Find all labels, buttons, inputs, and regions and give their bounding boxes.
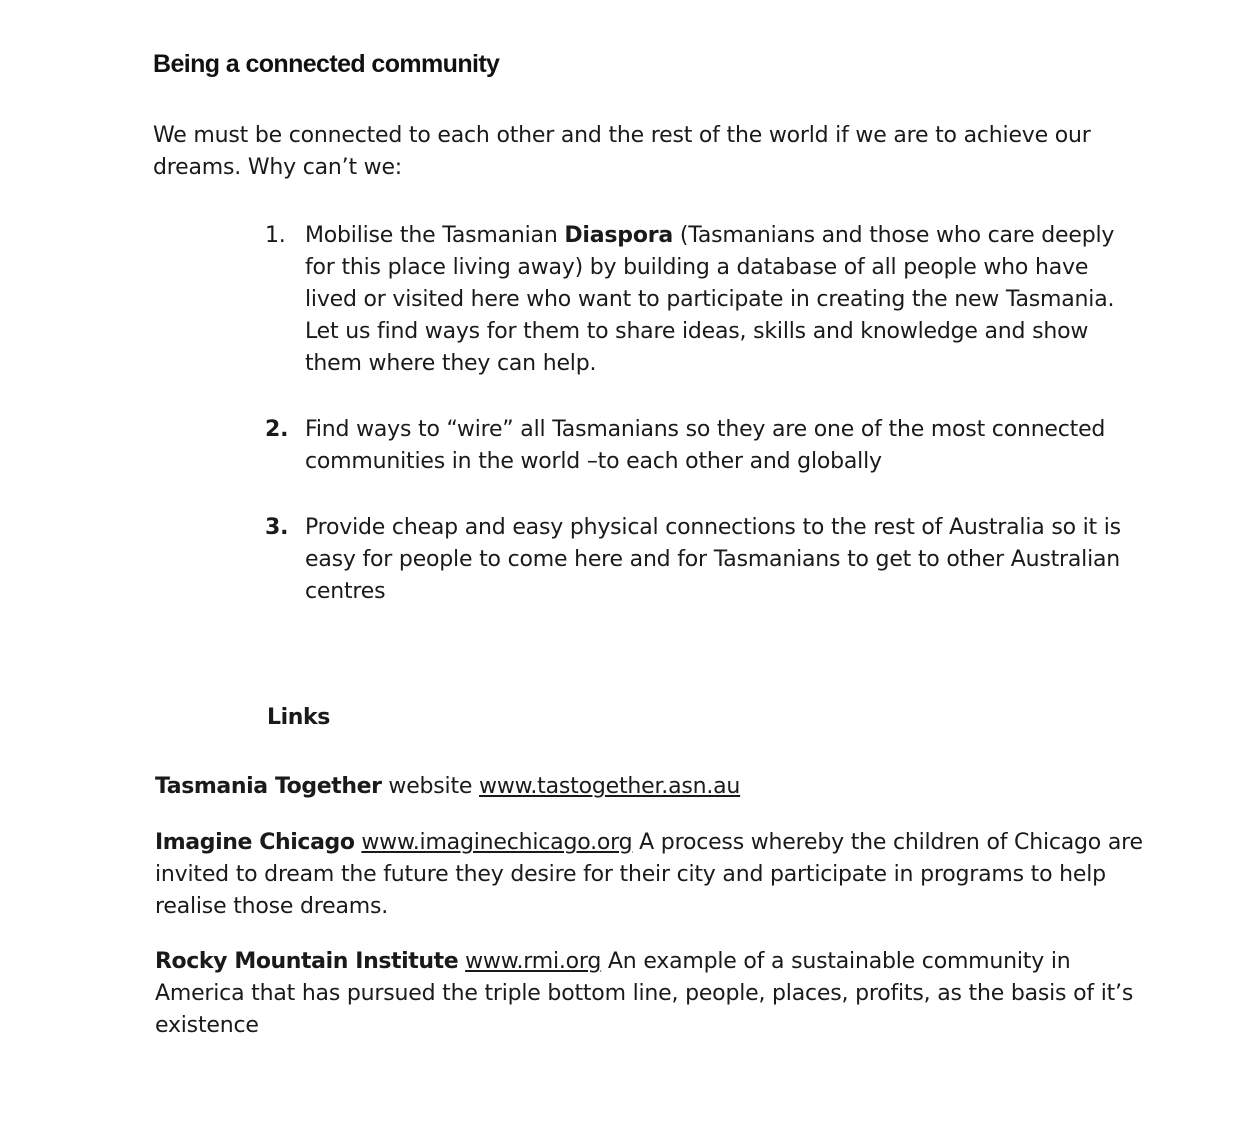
section-heading: Being a connected community [153,50,500,78]
list-item [265,220,1145,380]
list-number: 1. [265,223,286,248]
link-name: Rocky Mountain Institute [155,949,459,974]
intro-paragraph: We must be connected to each other and the rest of the world if we are to achieve our dreams. Why can’t we: [153,123,1091,180]
link-pre-url: website [381,774,480,799]
list-item-text-before: Mobilise the Tasmanian [305,223,565,248]
link-url[interactable]: www.rmi.org [465,949,602,974]
link-url[interactable]: www.imaginechicago.org [361,830,633,855]
link-description: An example of a sustainable community in America that has pursued the triple bottom line, people, places, profits, as the basis of it’s existence [155,949,1134,1038]
list-item [265,414,1145,478]
link-name: Imagine Chicago [155,830,355,855]
link-name: Tasmania Together [155,774,382,799]
list-item-text [305,220,1145,380]
list-item-text: Provide cheap and easy physical connections to the rest of Australia so it is easy for people to come here and for Tasmanians to get to other Australian centres [305,515,1121,604]
links-heading: Links [267,705,330,730]
list-number: 2. [265,417,289,442]
list-item-text-after: (Tasmanians and those who care deeply for this place living away) by building a database of all people who have lived or visited here who want to participate in creating the new Tasmania. Let us find ways for them to share ideas, skills and knowledge and show them where they can help. [305,223,1115,376]
link-url[interactable]: www.tastogether.asn.au [479,774,741,799]
bold-term: Diaspora [564,223,674,248]
list-number: 3. [265,515,289,540]
link-description: A process whereby the children of Chicago are invited to dream the future they desire for their city and participate in programs to help realise those dreams. [155,830,1143,919]
link-entry-rocky-mountain-institute [155,946,1145,1042]
link-entry-tasmania-together [155,771,1145,803]
link-entry-imagine-chicago [155,827,1145,923]
list-item [265,512,1145,608]
numbered-list [265,220,1145,642]
list-item-text: Find ways to “wire” all Tasmanians so they are one of the most connected communities in the world –to each other and globally [305,417,1106,474]
